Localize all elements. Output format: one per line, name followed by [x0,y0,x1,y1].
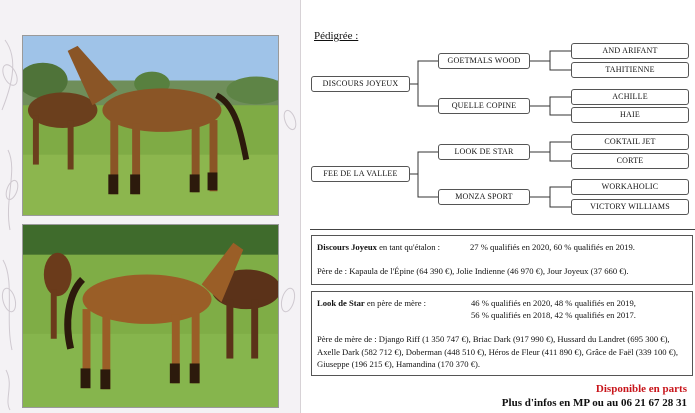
pedigree-title: Pédigrée : [314,30,359,42]
pedigree-g3-7: WORKAHOLIC [571,179,689,195]
horse-photo-1 [22,35,279,216]
pedigree-g3-5: COKTAIL JET [571,134,689,150]
pedigree-sire-sire: GOETMALS WOOD [438,53,530,69]
pedigree-dam-dam: MONZA SPORT [438,189,530,205]
sire-name: Discours Joyeux [317,242,377,252]
sire-info-box [311,235,693,285]
horse-photo-2 [22,224,279,408]
sire-stats: 27 % qualifiés en 2020, 60 % qualifiés en 2019. [470,242,635,252]
damsire-stats-line-1: 46 % qualifiés en 2020, 48 % qualifiés en 2019, [471,298,636,308]
damsire-heading [317,297,426,310]
damsire-stats-line-2: 56 % qualifiés en 2018, 42 % qualifiés en 2017. [471,310,636,320]
section-separator [310,229,695,230]
sire-heading [317,241,440,254]
photo-panel [0,0,300,413]
damsire-role: en père de mère : [364,298,427,308]
damsire-name: Look de Star [317,298,365,308]
damsire-info-box [311,291,693,376]
pedigree-g3-8: VICTORY WILLIAMS [571,199,689,215]
pedigree-g3-4: HAIE [571,107,689,123]
pedigree-g3-3: ACHILLE [571,89,689,105]
sire-offspring: Père de : Kapaula de l'Épine (64 390 €), Jolie Indienne (46 970 €), Jour Joyeux (37 660 €). [317,266,629,276]
availability-text: Disponible en parts [595,383,687,395]
pedigree-g3-2: TAHITIENNE [571,62,689,78]
panel-divider [300,0,301,413]
pedigree-g3-1: AND ARIFANT [571,43,689,59]
pedigree-dam-sire: LOOK DE STAR [438,144,530,160]
pedigree-sire: DISCOURS JOYEUX [311,76,410,92]
contact-text: Plus d'infos en MP ou au 06 21 67 28 31 [501,397,687,409]
pedigree-dam: FEE DE LA VALLEE [311,166,410,182]
damsire-offspring: Père de mère de : Django Riff (1 350 747 €), Briac Dark (917 990 €), Hussard du Landret (695 300 €), Axelle Dark (582 712 €), Doberman (448 510 €), Héros de Fleur (411 890 €), Grâce de Faël (339 100 €), Giuseppe (196 215 €), Hamandina (170 370 €). [317,334,679,369]
sire-role: en tant qu'étalon : [376,242,441,252]
pedigree-sire-dam: QUELLE COPINE [438,98,530,114]
pedigree-g3-6: CORTE [571,153,689,169]
